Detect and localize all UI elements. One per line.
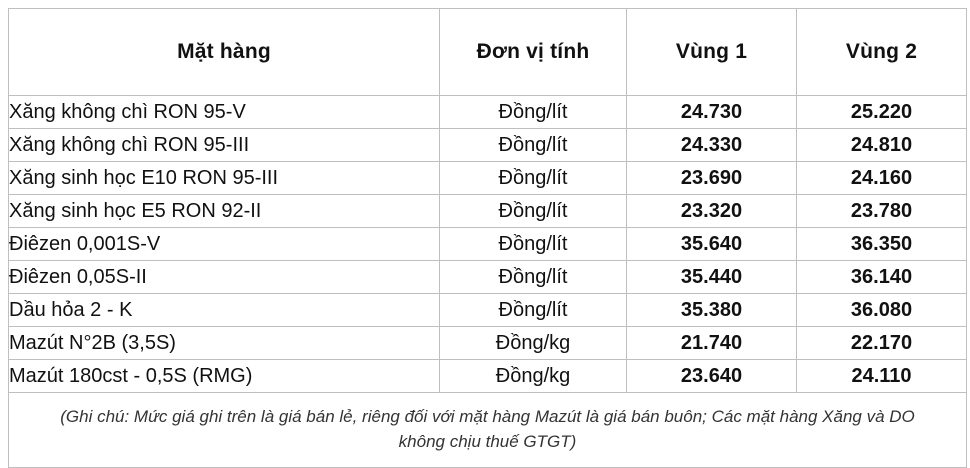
column-header-unit: Đơn vị tính bbox=[440, 9, 627, 96]
table-note-text: (Ghi chú: Mức giá ghi trên là giá bán lẻ, riêng đối với mặt hàng Mazút là giá bán buôn; Các mặt hàng Xăng và DO không chịu thuế GTGT) bbox=[60, 407, 915, 451]
table-note bbox=[9, 393, 967, 468]
cell-item: Điêzen 0,001S-V bbox=[9, 228, 440, 261]
cell-zone1: 23.320 bbox=[627, 195, 797, 228]
cell-zone1: 35.640 bbox=[627, 228, 797, 261]
cell-item: Xăng không chì RON 95-V bbox=[9, 96, 440, 129]
cell-unit: Đồng/lít bbox=[440, 96, 627, 129]
cell-unit: Đồng/lít bbox=[440, 261, 627, 294]
cell-unit: Đồng/lít bbox=[440, 228, 627, 261]
cell-unit: Đồng/lít bbox=[440, 294, 627, 327]
table-row bbox=[9, 327, 967, 360]
table-row bbox=[9, 129, 967, 162]
column-header-item: Mặt hàng bbox=[9, 9, 440, 96]
cell-item: Xăng không chì RON 95-III bbox=[9, 129, 440, 162]
table-header bbox=[9, 9, 967, 96]
table-row bbox=[9, 195, 967, 228]
cell-item: Dầu hỏa 2 - K bbox=[9, 294, 440, 327]
cell-zone2: 24.810 bbox=[797, 129, 967, 162]
table-row bbox=[9, 162, 967, 195]
cell-zone1: 35.440 bbox=[627, 261, 797, 294]
cell-unit: Đồng/lít bbox=[440, 195, 627, 228]
cell-zone2: 25.220 bbox=[797, 96, 967, 129]
cell-zone1: 24.330 bbox=[627, 129, 797, 162]
cell-item: Mazút N°2B (3,5S) bbox=[9, 327, 440, 360]
table-row bbox=[9, 294, 967, 327]
cell-unit: Đồng/kg bbox=[440, 327, 627, 360]
cell-zone1: 35.380 bbox=[627, 294, 797, 327]
cell-zone2: 24.110 bbox=[797, 360, 967, 393]
cell-zone2: 36.080 bbox=[797, 294, 967, 327]
cell-zone1: 21.740 bbox=[627, 327, 797, 360]
cell-unit: Đồng/lít bbox=[440, 162, 627, 195]
column-header-zone1: Vùng 1 bbox=[627, 9, 797, 96]
header-row bbox=[9, 9, 967, 96]
table-row bbox=[9, 96, 967, 129]
fuel-price-table bbox=[8, 8, 967, 468]
cell-zone1: 23.640 bbox=[627, 360, 797, 393]
table-body bbox=[9, 96, 967, 468]
cell-zone1: 23.690 bbox=[627, 162, 797, 195]
column-header-zone2: Vùng 2 bbox=[797, 9, 967, 96]
cell-zone2: 22.170 bbox=[797, 327, 967, 360]
cell-zone2: 36.350 bbox=[797, 228, 967, 261]
cell-item: Xăng sinh học E10 RON 95-III bbox=[9, 162, 440, 195]
table-row bbox=[9, 228, 967, 261]
cell-zone1: 24.730 bbox=[627, 96, 797, 129]
table-row bbox=[9, 360, 967, 393]
table-row bbox=[9, 261, 967, 294]
cell-unit: Đồng/lít bbox=[440, 129, 627, 162]
table-note-row bbox=[9, 393, 967, 468]
cell-zone2: 23.780 bbox=[797, 195, 967, 228]
cell-zone2: 36.140 bbox=[797, 261, 967, 294]
cell-item: Điêzen 0,05S-II bbox=[9, 261, 440, 294]
cell-unit: Đồng/kg bbox=[440, 360, 627, 393]
cell-item: Mazút 180cst - 0,5S (RMG) bbox=[9, 360, 440, 393]
cell-zone2: 24.160 bbox=[797, 162, 967, 195]
cell-item: Xăng sinh học E5 RON 92-II bbox=[9, 195, 440, 228]
